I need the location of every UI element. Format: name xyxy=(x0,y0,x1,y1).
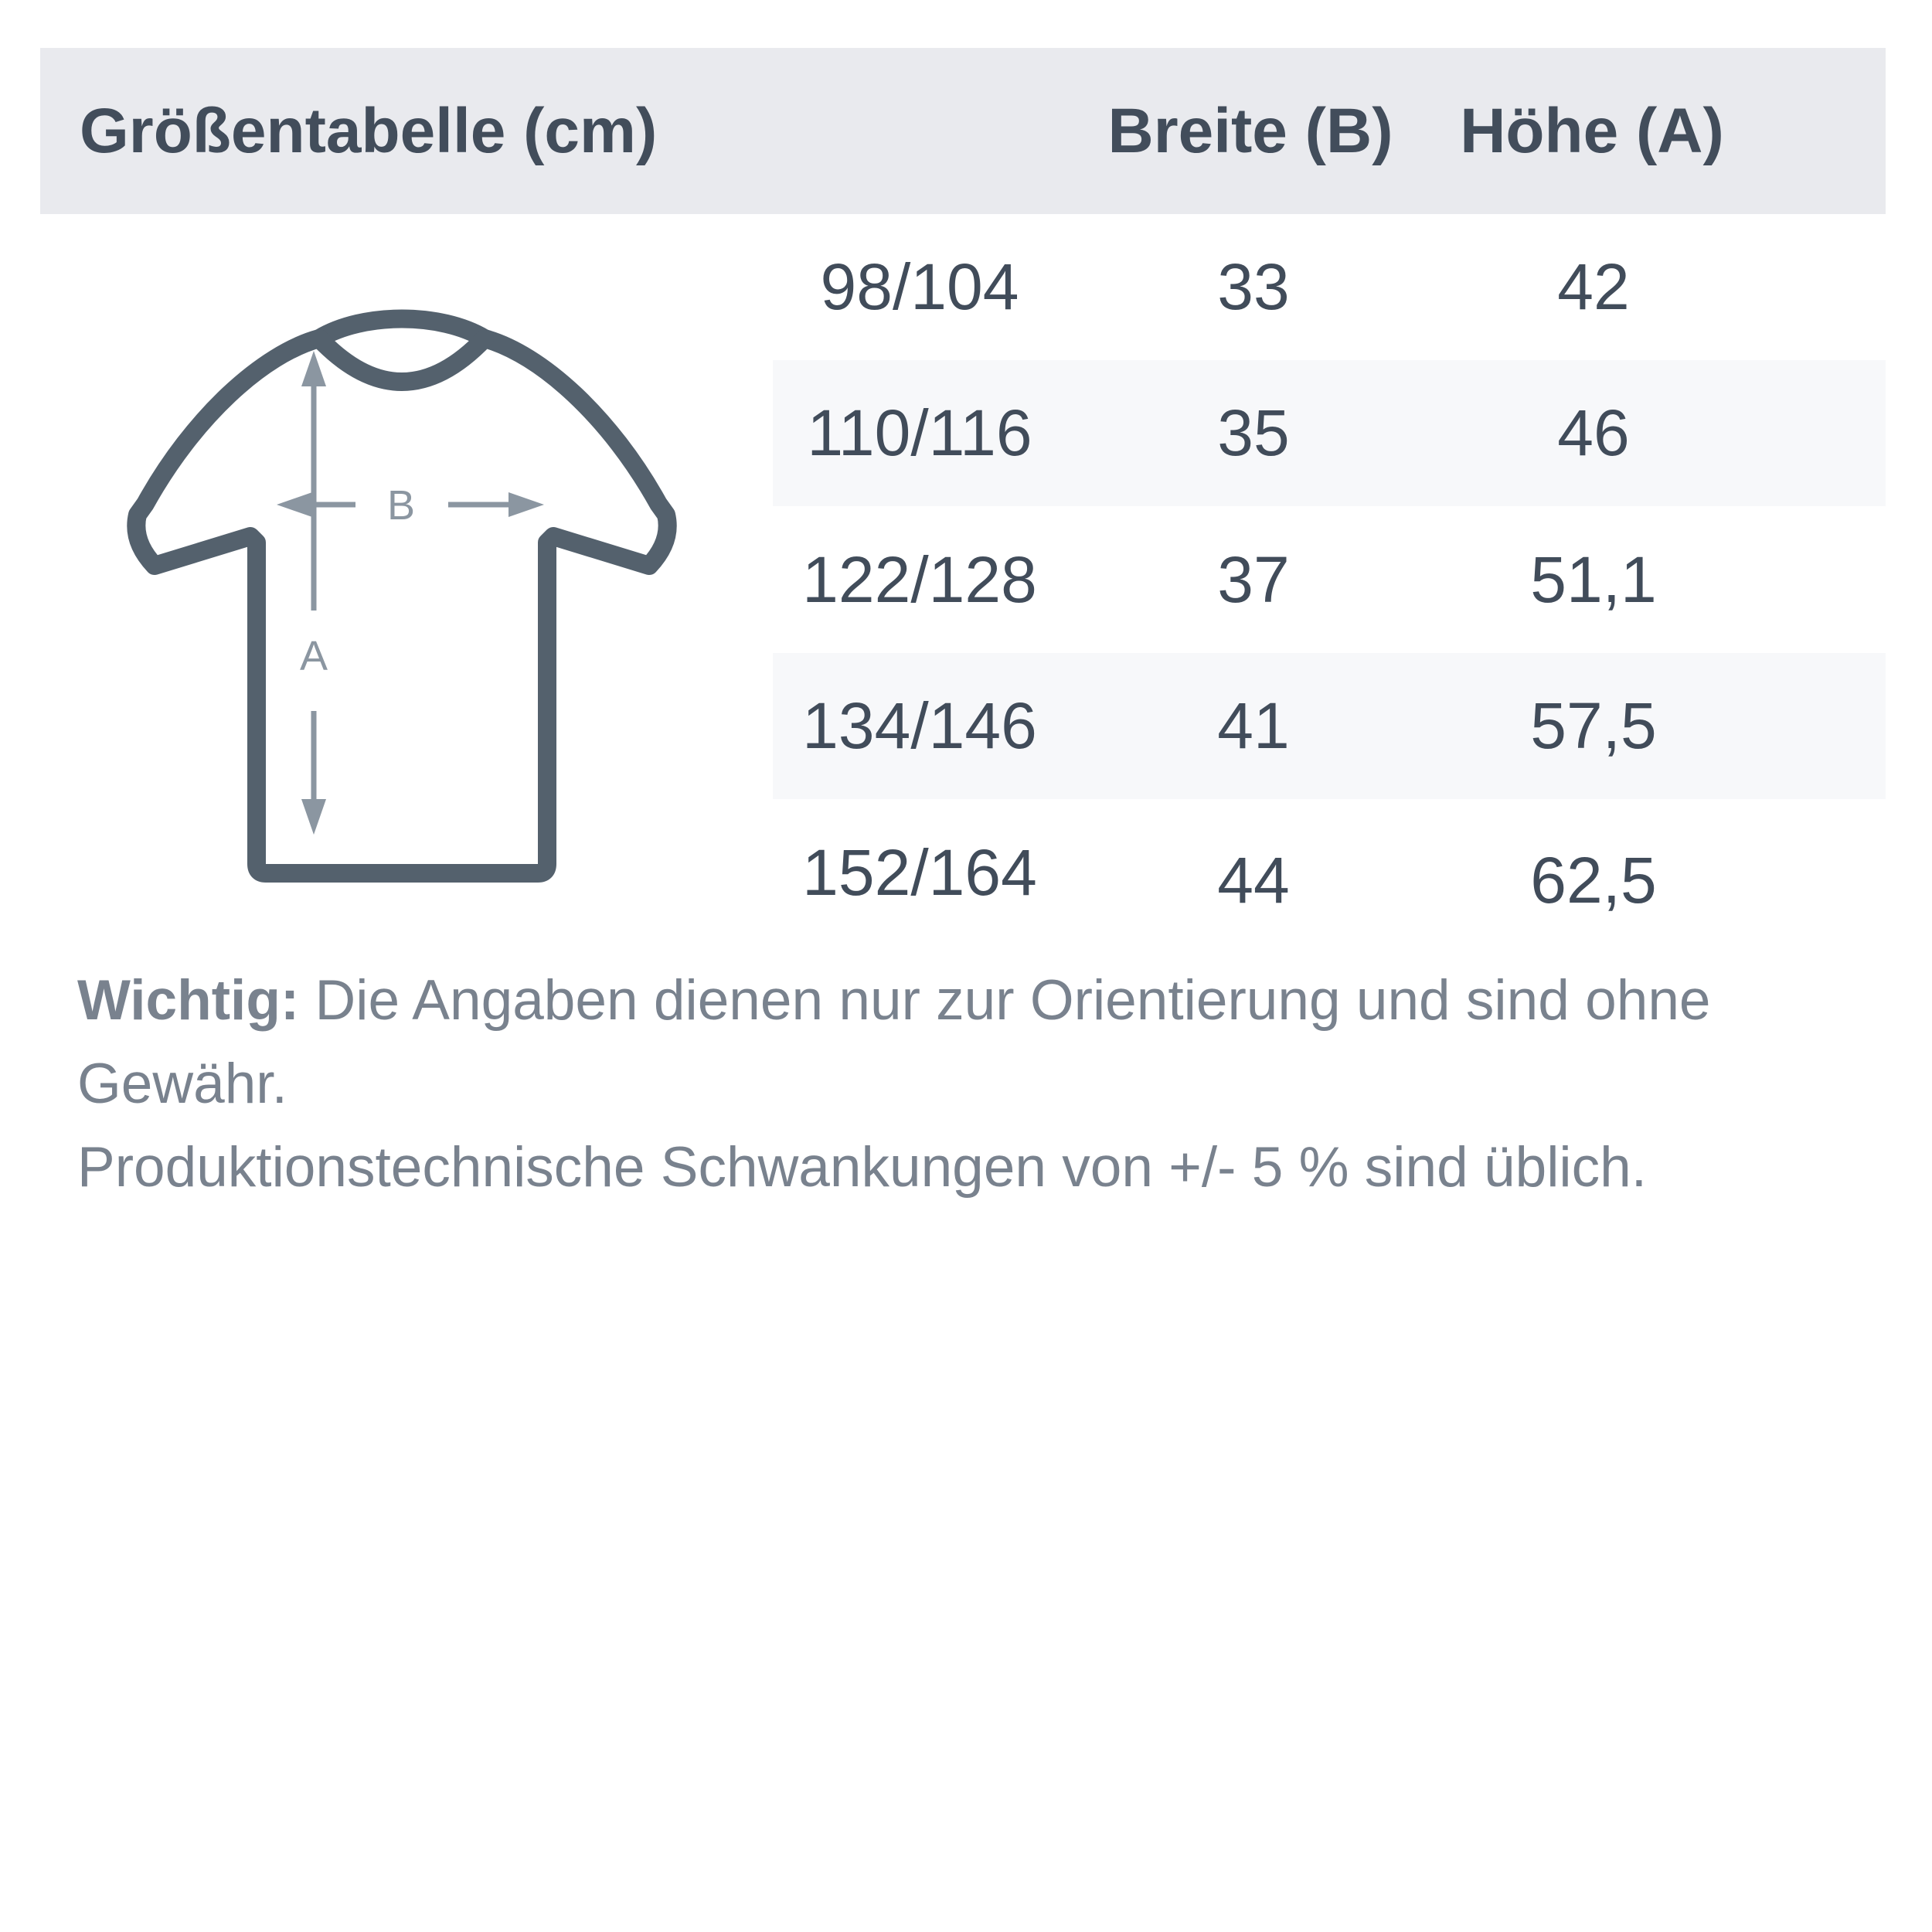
size-cell: 134/146 xyxy=(802,689,1037,762)
column-header-width: Breite (B) xyxy=(1107,96,1393,166)
height-cell: 42 xyxy=(1557,250,1630,323)
table-row xyxy=(773,214,1886,360)
table-row xyxy=(773,507,1886,653)
size-chart-header xyxy=(40,48,1886,214)
width-cell: 33 xyxy=(1217,250,1290,323)
disclaimer-line-1 xyxy=(77,959,1886,1126)
size-cell: 98/104 xyxy=(820,250,1019,323)
height-cell: 46 xyxy=(1557,396,1630,469)
table-row xyxy=(773,360,1886,506)
table-row xyxy=(773,653,1886,799)
width-cell: 37 xyxy=(1217,543,1290,616)
width-cell: 35 xyxy=(1217,396,1290,469)
tshirt-diagram xyxy=(108,294,696,912)
disclaimer-text-2: Produktionstechnische Schwankungen von +/- 5 % sind üblich. xyxy=(77,1136,1648,1199)
size-cell: 110/116 xyxy=(807,396,1032,469)
disclaimer-note xyxy=(77,959,1886,1209)
size-cell: 152/164 xyxy=(802,836,1037,909)
disclaimer-text-1: Die Angaben dienen nur zur Orientierung und sind ohne Gewähr. xyxy=(77,969,1711,1115)
height-cell: 62,5 xyxy=(1530,844,1657,917)
width-cell: 41 xyxy=(1217,689,1290,762)
tshirt-outline-icon xyxy=(136,319,667,874)
height-cell: 51,1 xyxy=(1530,543,1657,616)
disclaimer-line-2 xyxy=(77,1126,1886,1209)
size-cell: 122/128 xyxy=(802,543,1037,616)
disclaimer-label: Wichtig: xyxy=(77,969,300,1032)
height-arrow-label: A xyxy=(299,633,328,679)
height-cell: 57,5 xyxy=(1530,689,1657,762)
table-row xyxy=(773,800,1886,946)
width-cell: 44 xyxy=(1217,844,1290,917)
page-title: Größentabelle (cm) xyxy=(80,96,658,166)
column-header-height: Höhe (A) xyxy=(1460,96,1724,166)
width-arrow-label: B xyxy=(386,482,416,529)
